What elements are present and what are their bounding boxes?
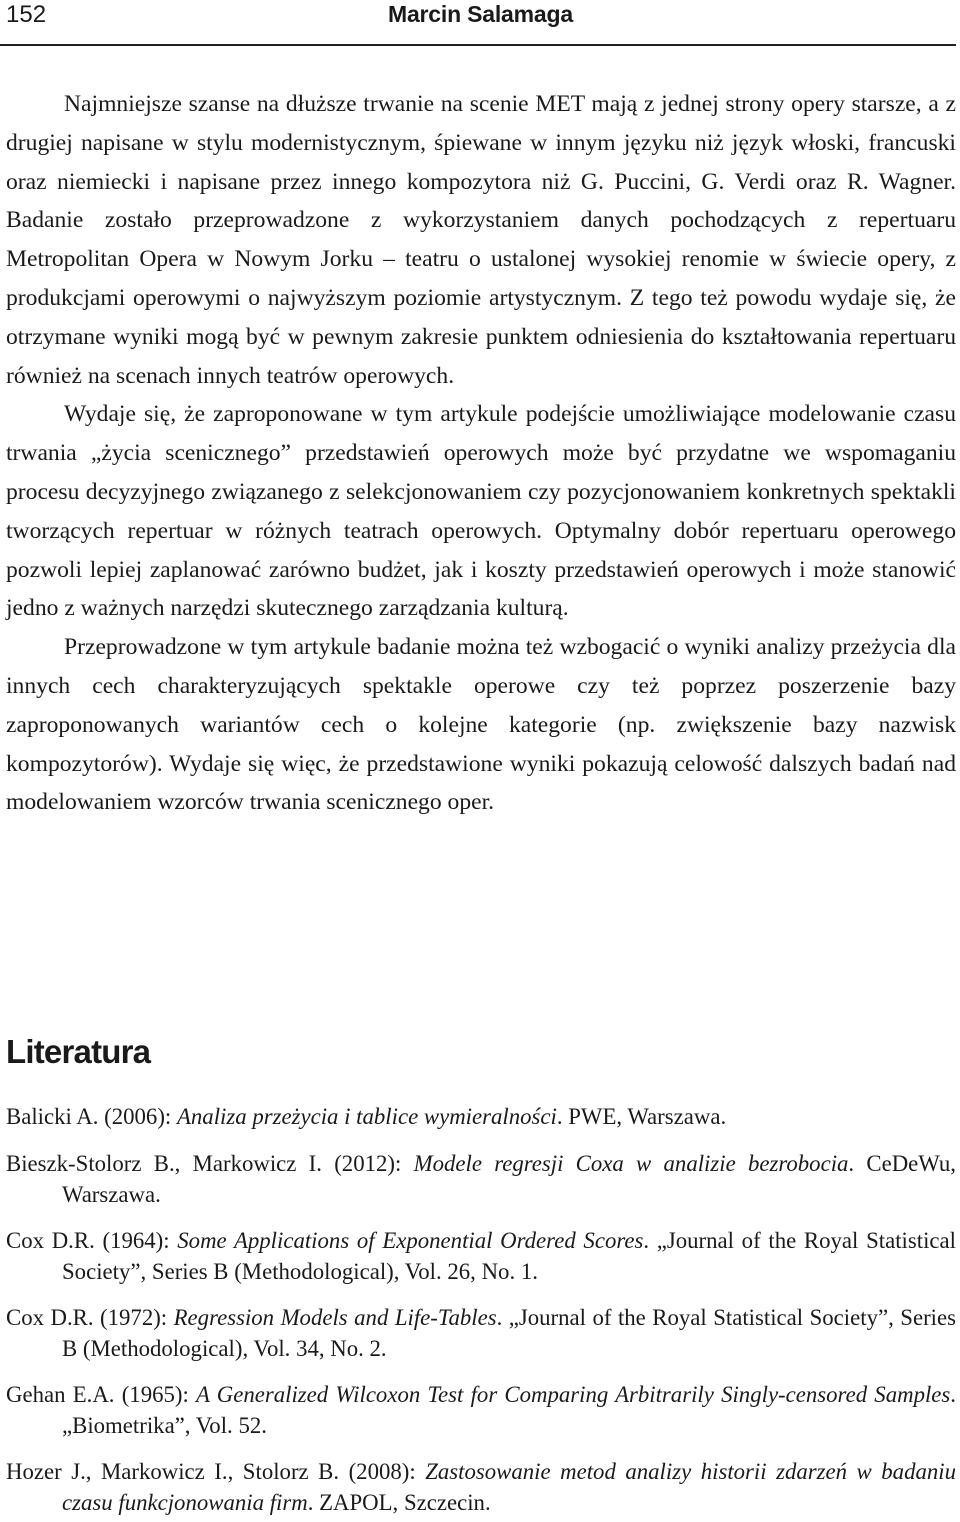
reference-authors: Hozer J., Markowicz I., Stolorz B. (2008): [6,1459,426,1484]
reference-item [6,1379,956,1441]
reference-item [6,1148,956,1210]
reference-authors: Gehan E.A. (1965): [6,1382,197,1407]
reference-title: Modele regresji Coxa w analizie bezrobocia [413,1151,849,1176]
reference-title: Some Applications of Exponential Ordered Scores [177,1228,644,1253]
body-paragraph: Przeprowadzone w tym artykule badanie można też wzbogacić o wyniki analizy przeżycia dla innych cech charakteryzujących spektakle operowe czy też poprzez poszerzenie bazy zaproponowanych wariantów cech o kolejne kategorie (np. zwiększenie bazy nazwisk kompozytorów). Wydaje się więc, że przedstawione wyniki pokazują celowość dalszych badań nad modelowaniem wzorców trwania scenicznego oper. [6,634,956,816]
reference-item [6,1101,956,1132]
running-head-author: Marcin Salamaga [388,1,573,27]
reference-details: . CeDeWu, Warszawa. [62,1151,956,1207]
page-number: 152 [6,1,47,28]
reference-title: Analiza przeżycia i tablice wymieralności [176,1104,557,1129]
reference-item [6,1456,956,1518]
reference-authors: Bieszk-Stolorz B., Markowicz I. (2012): [6,1151,414,1176]
reference-title: Zastosowanie metod analizy historii zdarzeń w badaniu czasu funkcjonowania firm [62,1459,956,1515]
body-paragraph: Wydaje się, że zaproponowane w tym artykule podejście umożliwiające modelowanie czasu trwania „życia scenicznego” przedstawień operowych może być przydatne we wspomaganiu procesu decyzyjnego związanego z selekcjonowaniem czy pozycjonowaniem konkretnych spektakli tworzących repertuar w różnych teatrach operowych. Optymalny dobór repertuaru operowego pozwoli lepiej zaplanować zarówno budżet, jak i koszty przedstawień operowych i może stanowić jedno z ważnych narzędzi skutecznego zarządzania kulturą. [6,401,956,622]
reference-title: A Generalized Wilcoxon Test for Comparing Arbitrarily Singly-censored Samples [196,1382,951,1407]
body-text [6,85,956,822]
reference-authors: Cox D.R. (1972): [6,1305,174,1330]
page-header [0,0,956,46]
reference-details: . „Biometrika”, Vol. 52. [62,1382,956,1438]
reference-authors: Balicki A. (2006): [6,1104,177,1129]
reference-authors: Cox D.R. (1964): [6,1228,178,1253]
reference-details: . „Journal of the Royal Statistical Society”, Series B (Methodological), Vol. 34, No. 2. [62,1305,956,1361]
section-heading-literatura: Literatura [6,1033,151,1070]
reference-details: . PWE, Warszawa. [556,1104,727,1129]
body-paragraph: Najmniejsze szanse na dłuższe trwanie na scenie MET mają z jednej strony opery starsze, a z drugiej napisane w stylu modernistycznym, śpiewane w innym języku niż język włoski, francuski oraz niemiecki i napisane przez innego kompozytora niż G. Puccini, G. Verdi oraz R. Wagner. Badanie zostało przeprowadzone z wykorzystaniem danych pochodzących z repertuaru Metropolitan Opera w Nowym Jorku – teatru o ustalonej wysokiej renomie w świecie opery, z produkcjami operowymi o najwyższym poziomie artystycznym. Z tego też powodu wydaje się, że otrzymane wyniki mogą być w pewnym zakresie punktem odniesienia do kształtowania repertuaru również na scenach innych teatrów operowych. [6,91,956,389]
reference-item [6,1225,956,1287]
reference-title: Regression Models and Life-Tables [173,1305,497,1330]
reference-details: . „Journal of the Royal Statistical Society”, Series B (Methodological), Vol. 26, No. 1. [62,1228,956,1284]
reference-item [6,1302,956,1364]
reference-details: . ZAPOL, Szczecin. [307,1490,491,1515]
reference-list [6,1101,956,1518]
